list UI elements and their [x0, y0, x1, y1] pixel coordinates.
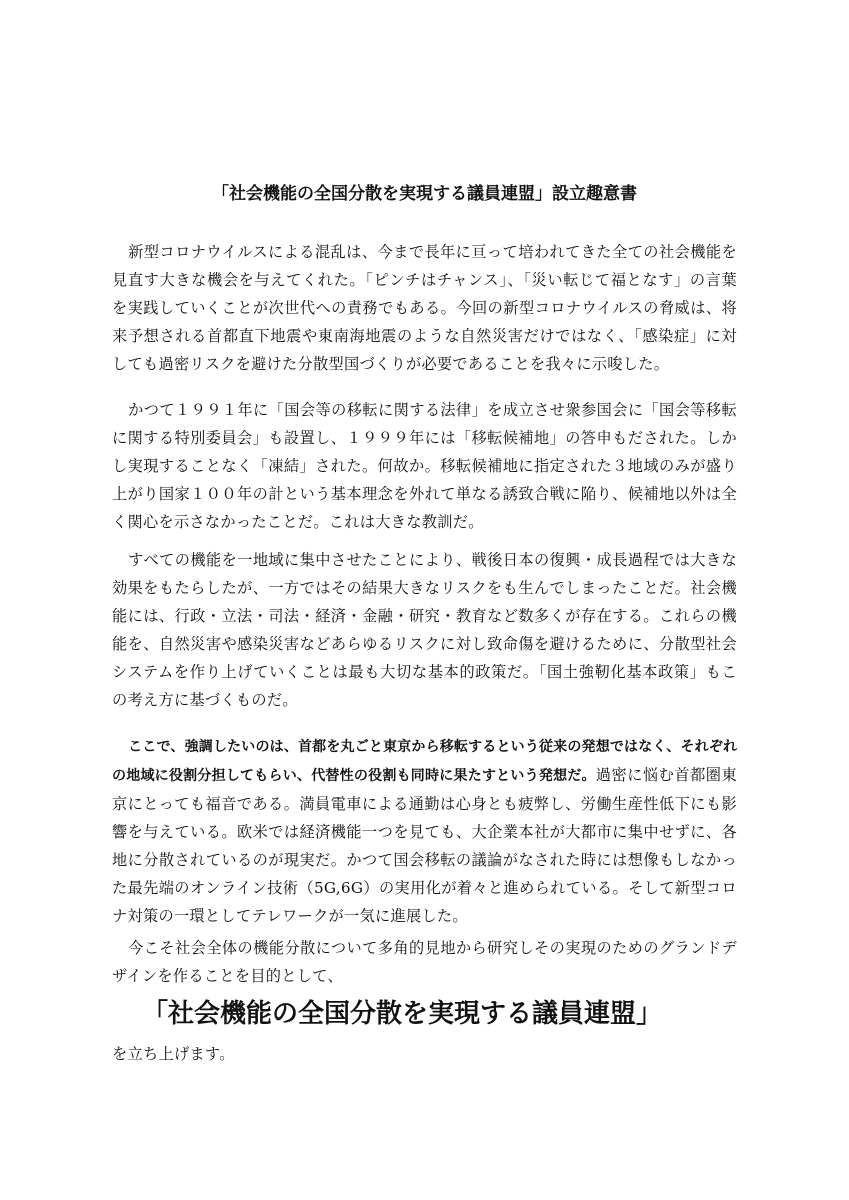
paragraph-2 — [112, 396, 737, 536]
paragraph-1 — [112, 238, 737, 378]
paragraph-3-text: すべての機能を一地域に集中させたことにより、戦後日本の復興・成長過程では大きな効果をもたらしたが、一方ではその結果大きなリスクをも生んでしまったことだ。社会機能には、行政・立法・司法・経済・金融・研究・教育など数多くが存在する。これらの機能を、自然災害や感染災害などあらゆるリスクに対し致命傷を避けるために、分散型社会システムを作り上げていくことは最も大切な基本的政策だ。「国土強靭化基本政策」もこの考え方に基づくものだ。 — [112, 551, 737, 709]
closing-line: を立ち上げます。 — [112, 1045, 235, 1063]
closing-title: 「社会機能の全国分散を実現する議員連盟」 — [142, 999, 663, 1029]
paragraph-4 — [112, 732, 737, 930]
paragraph-5 — [112, 934, 737, 990]
emphasis-text: ここで、強調したいのは、首都を丸ごと東京から移転するという従来の発想ではなく、それぞれの地域に役割分担してもらい、代替性の役割も同時に果たすという発想だ。 — [112, 739, 737, 784]
paragraph-1-text: 新型コロナウイルスによる混乱は、今まで長年に亘って培われてきた全ての社会機能を見直す大きな機会を与えてくれた。「ピンチはチャンス」、「災い転じて福となす」の言葉を実践していくことが次世代への責務でもある。今回の新型コロナウイルスの脅威は、将来予想される首都直下地震や東南海地震のような自然災害だけではなく、「感染症」に対しても過密リスクを避けた分散型国づくりが必要であることを我々に示唆した。 — [112, 243, 737, 373]
paragraph-4-text: 過密に悩む首都圏東京にとっても福音である。満員電車による通勤は心身とも疲弊し、労働生産性低下にも影響を与えている。欧米では経済機能一つを見ても、大企業本社が大都市に集中せずに、各地に分散されているのが現実だ。かつて国会移転の議論がなされた時には想像もしなかった最先端のオンライン技術（5G,6G）の実用化が着々と進められている。そして新型コロナ対策の一環としてテレワークが一気に進展した。 — [112, 766, 737, 925]
paragraph-5-text: 今こそ社会全体の機能分散について多角的見地から研究しその実現のためのグランドデザインを作ることを目的として、 — [112, 939, 737, 985]
paragraph-2-text: かつて１９９１年に「国会等の移転に関する法律」を成立させ衆参国会に「国会等移転に関する特別委員会」も設置し、１９９９年には「移転候補地」の答申もだされた。しかし実現することなく「凍結」された。何故か。移転候補地に指定された３地域のみが盛り上がり国家１００年の計という基本理念を外れて単なる誘致合戦に陥り、候補地以外は全く関心を示さなかったことだ。これは大きな教訓だ。 — [112, 401, 737, 531]
document-title: 「社会機能の全国分散を実現する議員連盟」設立趣意書 — [212, 184, 637, 204]
paragraph-3 — [112, 546, 737, 714]
